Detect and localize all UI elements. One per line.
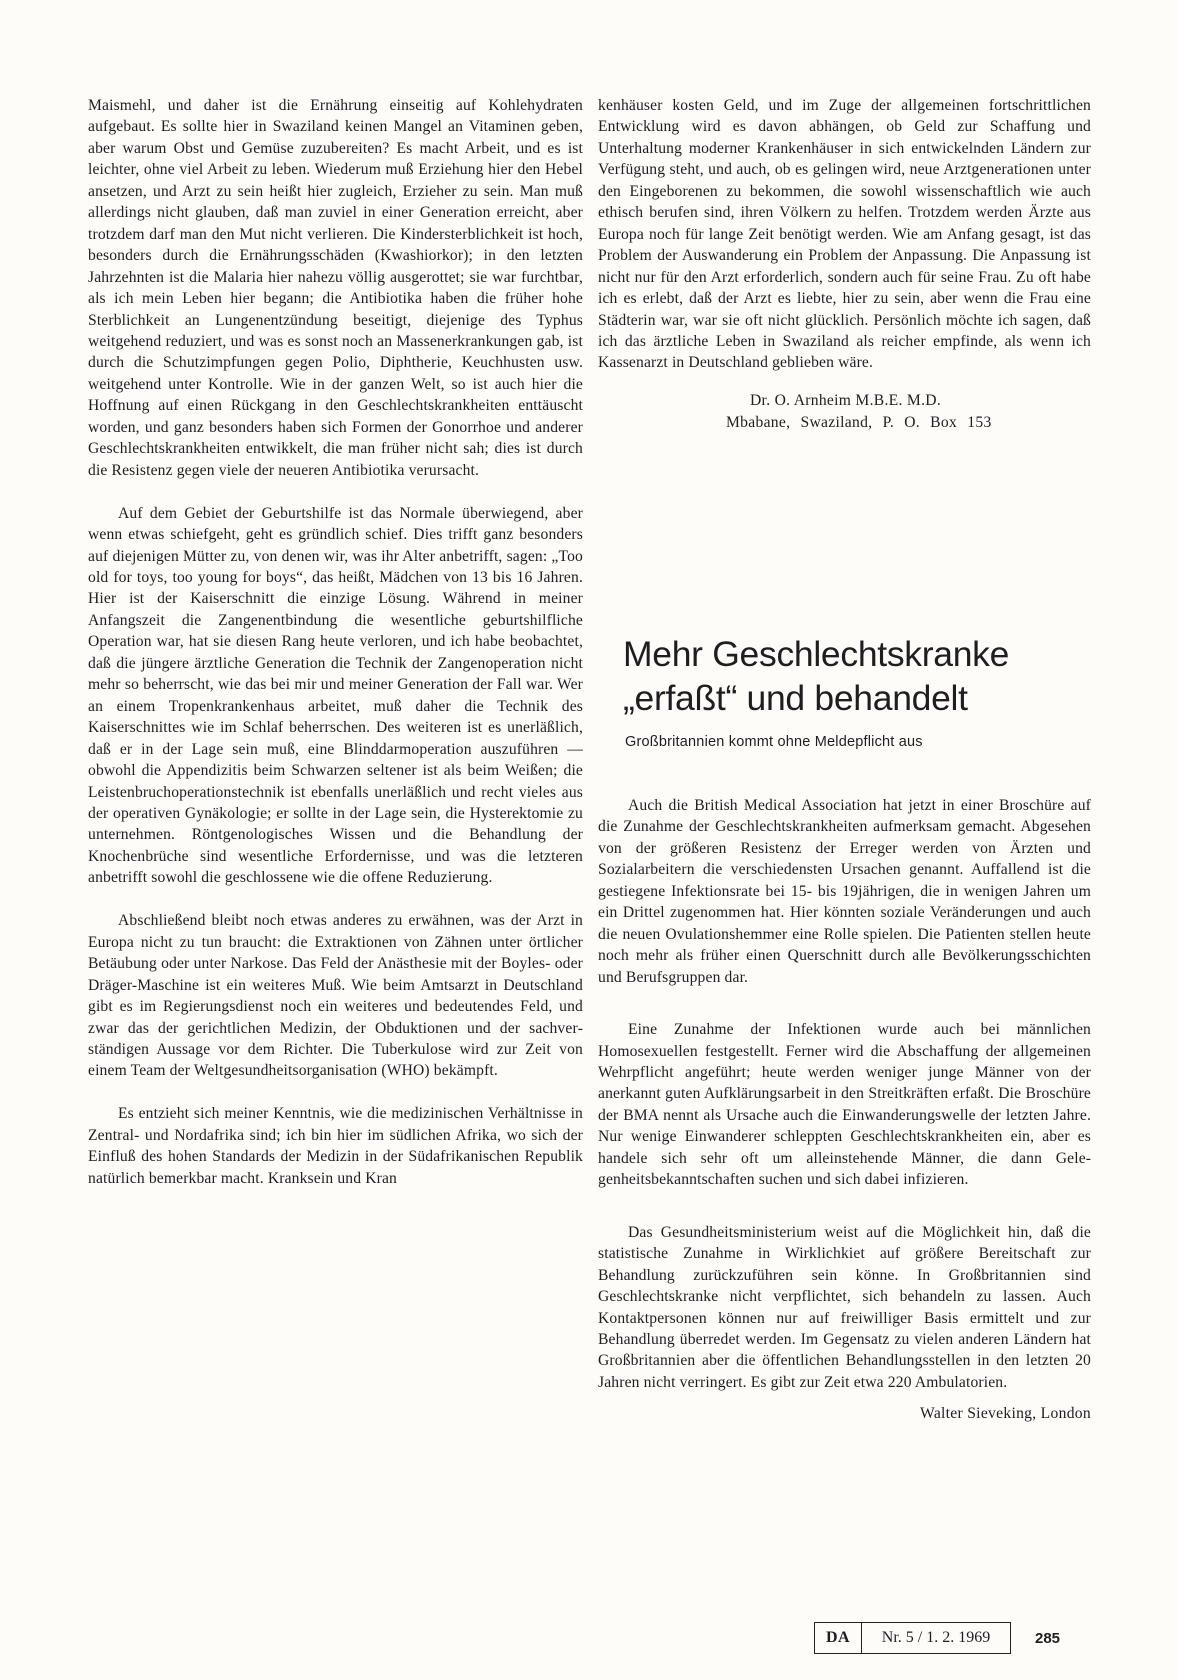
headline-line-2: „erfaßt“ und behandelt [623, 678, 968, 718]
page-footer [814, 1622, 1060, 1654]
paragraph: Auch die British Medical Association hat jetzt in einer Broschüre auf die Zunahme der Geschlechtskrankheiten aufmerksam gemacht. Abgesehen von der größeren Resistenz der Erreger werden von Ärzten und Sozialarbeitern die verschiedensten Ursachen genannt. Auffallend ist die gestiegene Infektionsrate bei 15- bis 19jährigen, die in wenigen Jahren um ein Drittel zugenommen hat. Hier könnten soziale Veränderungen und auch die neuen Ovulationshemmer eine Rolle spielen. Die Patienten stellen heute noch mehr als früher einen Querschnitt durch alle Bevölkerungsschichten und Berufsgruppen dar. [598, 797, 1091, 986]
author-signature [598, 390, 1091, 434]
right-column [598, 95, 1091, 434]
paragraph: Maismehl, und daher ist die Ernährung einseitig auf Kohlehydraten aufgebaut. Es sollte hier in Swaziland keinen Mangel an Vitaminen geben, aber warum Obst und Gemüse zuzubereiten? Es macht Arbeit, und es ist leichter, ohne viel Arbeit zu leben. Wiederum muß Erziehung hier den Hebel ansetzen, und Arzt zu sein heißt hier zugleich, Erzieher zu sein. Man muß allerdings nicht glauben, daß man zuviel in einer Generation erreicht, aber trotzdem darf man den Mut nicht verlieren. Die Kindersterblichkeit ist hoch, besonders durch die Ernährungsschäden (Kwashiorkor); in den letzten Jahrzehnten ist die Malaria hier nahezu völlig ausgerottet; sie war furchtbar, als ich mein Leben hier begann; die Antibiotika haben die früher hohe Sterblichkeit an Lungenentzündung beseitigt, diejenige des Typhus weitgehend reduziert, und was es sonst noch an Massenerkrankungen gab, ist durch die Schutzimpfungen gegen Polio, Diphtherie, Keuchhusten usw. weitgehend unter Kontrolle. Wie in der ganzen Welt, so ist auch hier die Hoffnung auf einen Rückgang in den Geschlechtskrankheiten enttäuscht worden, und ganz besonders haben sich Formen der Gonorrhoe und anderer Geschlechtskrankheiten entwikkelt, die man früher nicht sah; dies ist durch die Resistenz gegen viele der neueren Antibiotika verursacht. [88, 97, 583, 479]
author-address: Mbabane, Swaziland, P. O. Box 153 [726, 413, 992, 431]
article-subheadline: Großbritannien kommt ohne Meldepflicht aus [625, 734, 923, 750]
paragraph: Eine Zunahme der Infektionen wurde auch bei männlichen Homosexuellen festgestellt. Ferner wird die Abschaffung der allgemeinen Wehrpflicht angeführt; heute werden weniger junge Männer von der anerkannt guten Aufklärungsarbeit in den Streitkräften erfaßt. Die Broschüre der BMA nennt als Ursache auch die Einwanderungswelle der letzten Jahre. Nur wenige Einwanderer schleppten Geschlechtskrankheiten ein, aber es handele sich sehr oft um alleinstehende Männer, die dann Gelegenheitsbekanntschaften suchen und sich dabei infizieren. [598, 1021, 1091, 1189]
article-author: Walter Sieveking, London [920, 1405, 1091, 1423]
paragraph: Es entzieht sich meiner Kenntnis, wie die medizinischen Verhältnisse in Zentral- und Nordafrika sind; ich bin hier im südlichen Afrika, wo sich der Einfluß des hohen Standards der Medizin in der Südafrikanischen Republik natürlich bemerkbar macht. Kranksein und Kran [88, 1105, 583, 1187]
left-column [88, 95, 583, 1189]
paragraph: Das Gesundheitsministerium weist auf die Möglichkeit hin, daß die statistische Zunahme in Wirklichkiet auf größere Bereitschaft zur Behandlung zurückzuführen sein könne. In Großbritannien sind Geschlechtskranke nicht verpflichtet, sich behandeln zu lassen. Auch Kontaktpersonen können nur auf freiwilliger Basis ermittelt und zur Behandlung überredet werden. Im Gegensatz zu vielen anderen Ländern hat Großbritannien aber die öffentlichen Behandlungsstellen in den letzten 20 Jahren nicht verringert. Es gibt zur Zeit etwa 220 Ambulatorien. [598, 1223, 1091, 1391]
journal-logo: DA [814, 1622, 862, 1654]
issue-info: Nr. 5 / 1. 2. 1969 [862, 1622, 1011, 1654]
paragraph: Abschließend bleibt noch etwas anderes zu erwähnen, was der Arzt in Europa nicht zu tun braucht: die Extraktionen von Zähnen unter örtlicher Betäubung oder unter Narkose. Das Feld der Anästhesie mit der Boyles- oder Dräger-Maschine ist ein weiteres Muß. Wie beim Amtsarzt in Deutschland gibt es im Regierungsdienst noch ein weiteres und bedeutendes Feld, und zwar das der gerichtlichen Medizin, der Obduktionen und der sachverständigen Aussage vor dem Richter. Die Tuberkulose wird zur Zeit von einem Team der Weltgesundheitsorganisation (WHO) bekämpft. [88, 912, 583, 1080]
author-name: Dr. O. Arnheim M.B.E. M.D. [750, 391, 942, 409]
page-number: 285 [1035, 1629, 1061, 1647]
paragraph: kenhäuser kosten Geld, und im Zuge der allgemeinen fortschrittlichen Entwicklung wird es davon abhängen, ob Geld zur Schaffung und Unterhaltung moderner Krankenhäuser in sich entwickelnden Ländern zur Verfügung steht, und auch, ob es gelingen wird, neue Arztgenerationen unter den Eingeborenen zu bekommen, die sowohl wissenschaftlich wie auch ethisch berufen sind, ihren Völkern zu helfen. Trotzdem werden Ärzte aus Europa noch für lange Zeit benötigt werden. Wie am Anfang gesagt, ist das Problem der Auswanderung ein Problem der Anpassung. Die Anpassung ist nicht nur für den Arzt erforderlich, sondern auch für seine Frau. Zu oft habe ich es erlebt, daß der Arzt es liebte, hier zu sein, aber wenn die Frau eine Städterin war, war sie oft nicht glücklich. Persönlich möchte ich sagen, daß ich das ärztliche Leben in Swaziland als reicher empfinde, als wenn ich Kassenarzt in Deutschland geblieben wäre. [598, 97, 1091, 372]
article-headline [623, 632, 1103, 720]
article-body [598, 795, 1091, 1423]
headline-line-1: Mehr Geschlechtskranke [623, 634, 1010, 674]
paragraph: Auf dem Gebiet der Geburtshilfe ist das Normale überwiegend, aber wenn etwas schiefgeht, geht es gründlich schief. Dies trifft ganz besonders auf diejenigen Mütter zu, von denen wir, was ihr Alter anbetrifft, sagen: „Too old for toys, too young for boys“, das heißt, Mädchen von 13 bis 16 Jahren. Hier ist der Kaiserschnitt die einzige Lösung. Während in meiner Anfangszeit die Zangenentbindung die wesentliche geburtshilfliche Operation war, hat sie diesen Rang heute verloren, und ich habe beobachtet, daß die jüngere ärztliche Generation die Technik der Zangenoperation nicht mehr so beherrscht, wie das bei mir und meiner Generation der Fall war. Wer an einem Tropenkrankenhaus arbeitet, muß daher die Technik des Kaiserschnittes wie im Schlaf beherrschen. Des weiteren ist es unerläßlich, daß er in der Lage sein muß, eine Blinddarmoperation auszuführen — obwohl die Appendizitis beim Schwarzen seltener ist als beim Weißen; die Leistenbruchoperationstechnik ist ebenfalls unerläßlich und recht vieles aus der operativen Gynäkologie; er sollte in der Lage sein, die Hysterektomie zu unternehmen. Röntgenologisches Wissen und die Behandlung der Knochenbrüche sind wesentliche Erfordernisse, und was die letzteren anbetrifft sowohl die geschlossene wie die offene Reduzierung. [88, 504, 583, 887]
